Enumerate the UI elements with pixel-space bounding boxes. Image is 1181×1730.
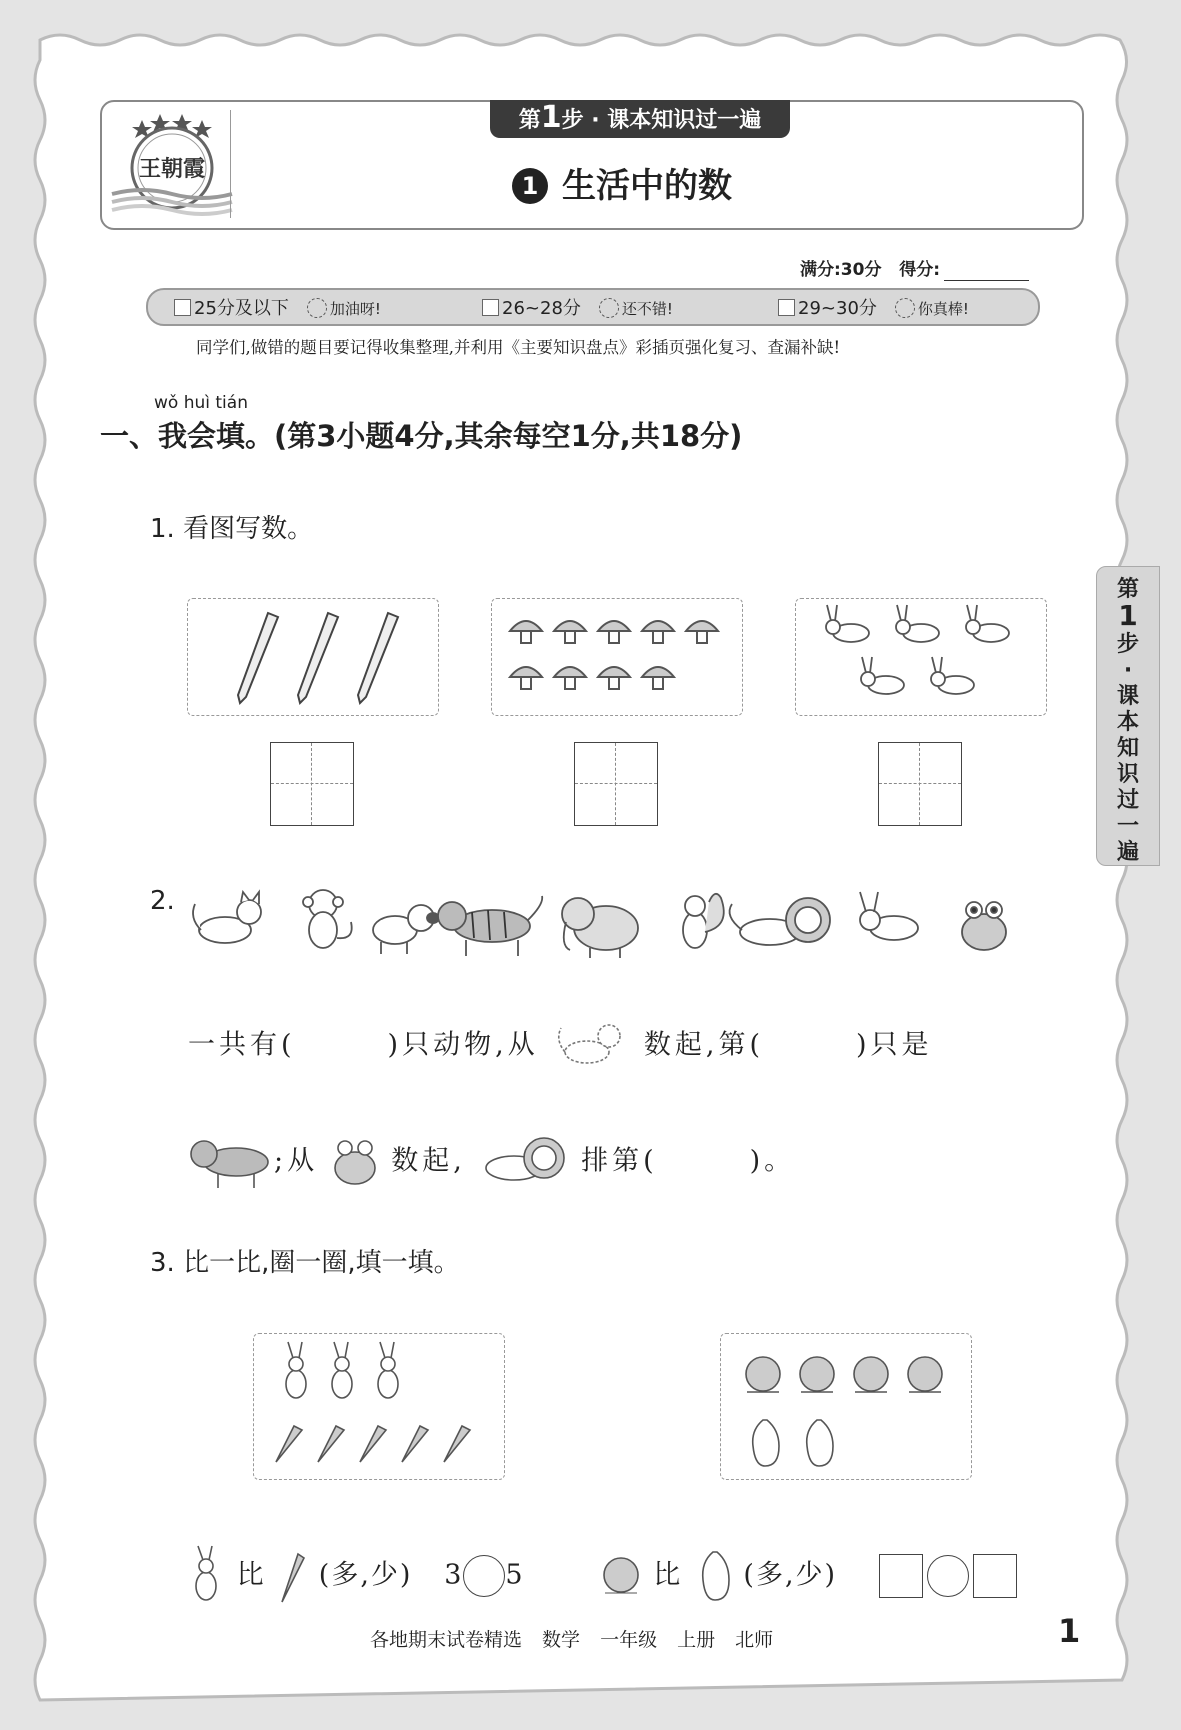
rabbit-icon — [796, 599, 1046, 715]
compare-circle[interactable] — [463, 1555, 505, 1597]
cat-icon — [193, 892, 261, 943]
lion-icon — [478, 1134, 568, 1190]
frog-icon — [962, 902, 1006, 950]
section-pinyin: wǒ huì tián — [154, 393, 248, 413]
carrot-icon — [276, 1426, 470, 1462]
answer-square[interactable] — [879, 1554, 923, 1598]
pear-icon — [693, 1548, 733, 1604]
answer-grid-box[interactable] — [270, 742, 354, 826]
lesson-header — [100, 100, 1084, 230]
dog-icon — [373, 905, 439, 954]
rabbit-icon — [286, 1342, 398, 1398]
section-title: 一、我会填。(第3小题4分,其余每空1分,共18分) — [100, 419, 743, 453]
lesson-number-badge: 1 — [512, 168, 548, 204]
face-icon — [599, 298, 619, 318]
footer-text: 各地期末试卷精选 数学 一年级 上册 北师 — [370, 1629, 774, 1651]
grade-level-3: 29~30分 你真棒! — [778, 294, 969, 320]
question-3-label: 3. 比一比,圈一圈,填一填。 — [150, 1248, 460, 1278]
page-number: 1 — [1058, 1612, 1081, 1650]
grade-checkbox[interactable] — [778, 299, 795, 316]
step-tab: 第1步 · 课本知识过一遍 — [490, 100, 790, 138]
cat-icon — [551, 1020, 631, 1072]
carrot-icon — [276, 1548, 308, 1604]
question-1-label: 1. 看图写数。 — [150, 514, 314, 544]
rabbit-icon — [188, 1546, 226, 1606]
question-3-compare-row: 比 (多,少) 3 5 比 (多,少) — [188, 1546, 1017, 1606]
squirrel-icon — [683, 894, 724, 948]
mushroom-icon — [492, 599, 742, 715]
elephant-icon — [562, 898, 638, 958]
tiger-icon — [188, 1132, 274, 1192]
lesson-title: 1 生活中的数 — [512, 158, 732, 207]
frog-icon — [331, 1134, 379, 1190]
answer-grid-box[interactable] — [878, 742, 962, 826]
score-blank[interactable] — [944, 260, 1029, 281]
peach-pear-box — [720, 1333, 972, 1480]
rabbit-carrot-box — [253, 1333, 505, 1480]
score-line: 满分:30分 得分: — [800, 255, 1029, 281]
mushroom-picture-box — [491, 598, 743, 716]
pen-icon — [238, 613, 398, 703]
question-2-label: 2. — [150, 886, 175, 916]
header-divider — [230, 110, 231, 218]
face-icon — [307, 298, 327, 318]
grade-checkbox[interactable] — [174, 299, 191, 316]
grade-level-2: 26~28分 还不错! — [482, 294, 673, 320]
pen-picture-box — [187, 598, 439, 716]
side-step-tab — [1096, 566, 1160, 866]
study-tip: 同学们,做错的题目要记得收集整理,并利用《主要知识盘点》彩插页强化复习、查漏补缺! — [196, 338, 841, 357]
face-icon — [895, 298, 915, 318]
compare-circle[interactable] — [927, 1555, 969, 1597]
question-2-line-1: 一共有( )只动物,从 数起,第( )只是 — [188, 1020, 933, 1072]
lion-icon — [730, 898, 830, 945]
pear-icon — [753, 1420, 833, 1466]
grade-bar — [146, 288, 1040, 326]
answer-grid-box[interactable] — [574, 742, 658, 826]
monkey-icon — [303, 890, 352, 948]
grade-checkbox[interactable] — [482, 299, 499, 316]
rabbit-icon — [860, 892, 918, 940]
side-tab-text: 第 1 步 · 课 本 知 识 过 一 遍 — [1116, 577, 1139, 865]
animal-row — [180, 882, 1030, 962]
svg-text:王朝霞: 王朝霞 — [138, 156, 206, 182]
answer-square[interactable] — [973, 1554, 1017, 1598]
tiger-icon — [438, 896, 542, 956]
peach-icon — [746, 1357, 942, 1392]
grade-level-1: 25分及以下 加油呀! — [174, 294, 381, 320]
peach-icon — [599, 1551, 643, 1601]
question-2-line-2: ;从 数起, 排第( )。 — [188, 1132, 795, 1192]
rabbit-picture-box — [795, 598, 1047, 716]
publisher-logo — [112, 106, 232, 218]
